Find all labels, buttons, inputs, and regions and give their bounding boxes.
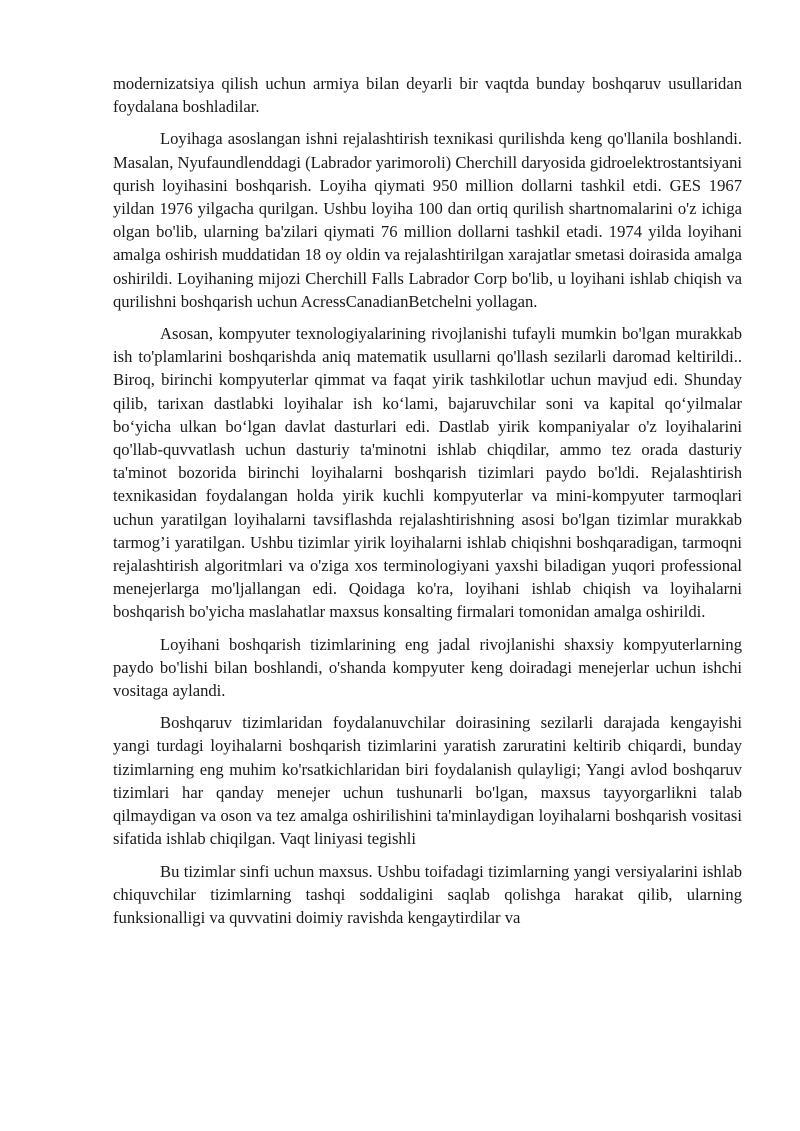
paragraph-2: Loyihaga asoslangan ishni rejalashtirish texnikasi qurilishda keng qo'llanila boshlandi. Masalan, Nyufaundlenddagi (Labrador yarimoroli) Cherchill daryosida gidroelektrostantsiyani qurish loyihasini boshqarish. Loyiha qiymati 950 million dollarni tashkil etdi. GES 1967 yildan 1976 yilgacha qurilgan. Ushbu loyiha 100 dan ortiq qurilish shartnomalarini o'z ichiga olgan bo'lib, ularning ba'zilari qiymati 76 million dollarni tashkil etadi. 1974 yilda loyihani amalga oshirish muddatidan 18 oy oldin va rejalashtirilgan xarajatlar smetasi doirasida amalga oshirildi. Loyihaning mijozi Cherchill Falls Labrador Corp bo'lib, u loyihani ishlab chiqish va qurilishni boshqarish uchun AcressCanadianBetchelni yollagan. (113, 129, 742, 311)
paragraph-6: Bu tizimlar sinfi uchun maxsus. Ushbu toifadagi tizimlarning yangi versiyalarini ishlab chiquvchilar tizimlarning tashqi soddaligini saqlab qolishga harakat qilib, ularning funksionalligi va quvvatini doimiy ravishda kengaytirdilar va (113, 861, 742, 927)
paragraph-1: modernizatsiya qilish uchun armiya bilan deyarli bir vaqtda bunday boshqaruv usullaridan foydalana boshladilar. (113, 74, 742, 117)
paragraph-5: Boshqaruv tizimlaridan foydalanuvchilar doirasining sezilarli darajada kengayishi yangi turdagi loyihalarni boshqarish tizimlarini yaratish zaruratini keltirib chiqardi, bunday tizimlarning eng muhim ko'rsatkichlaridan biri foydalanish qulayligi; Yangi avlod boshqaruv tizimlari har qanday menejer uchun tushunarli bo'lgan, maxsus tayyorgarlikni talab qilmaydigan va oson va tez amalga oshirilishini ta'minlaydigan loyihalarni boshqarish vositasi sifatida ishlab chiqilgan. Vaqt liniyasi tegishli (113, 713, 742, 849)
paragraph-4: Loyihani boshqarish tizimlarining eng jadal rivojlanishi shaxsiy kompyuterlarning paydo bo'lishi bilan boshlandi, o'shanda kompyuter keng doiradagi menejerlar uchun ishchi vositaga aylandi. (113, 634, 742, 701)
paragraph-3: Asosan, kompyuter texnologiyalarining rivojlanishi tufayli mumkin bo'lgan murakkab ish to'plamlarini boshqarishda aniq matematik usullarni qo'llash sezilarli daromad keltirildi.. Biroq, birinchi kompyuterlar qimmat va faqat yirik tashkilotlar uchun mavjud edi. Shunday qilib, tarixan dastlabki loyihalar ish koʻlami, bajaruvchilar soni va kapital qoʻyilmalar boʻyicha ulkan boʻlgan davlat dasturlari edi. Dastlab yirik kompaniyalar o'z loyihalarini qo'llab-quvvatlash uchun dasturiy ta'minotni ishlab chiqdilar, ammo tez orada dasturiy ta'minot bozorida birinchi loyihalarni boshqarish tizimlari paydo bo'ldi. Rejalashtirish texnikasidan foydalangan holda yirik kuchli kompyuterlar va mini-kompyuter tarmoqlari uchun yaratilgan loyihalarni tavsiflashda rejalashtirishning asosi bo'lgan tizimlar murakkab tarmog’i yaratilgan. Ushbu tizimlar yirik loyihalarni ishlab chiqishni boshqaradigan, tarmoqni rejalashtirish algoritmlari va o'ziga xos terminologiyani yaxshi biladigan yuqori professional menejerlarga mo'ljallangan edi. Qoidaga ko'ra, loyihani ishlab chiqish va loyihalarni boshqarish bo'yicha maslahatlar maxsus konsalting firmalari tomonidan amalga oshirildi. (113, 324, 742, 622)
document-page (113, 72, 742, 938)
